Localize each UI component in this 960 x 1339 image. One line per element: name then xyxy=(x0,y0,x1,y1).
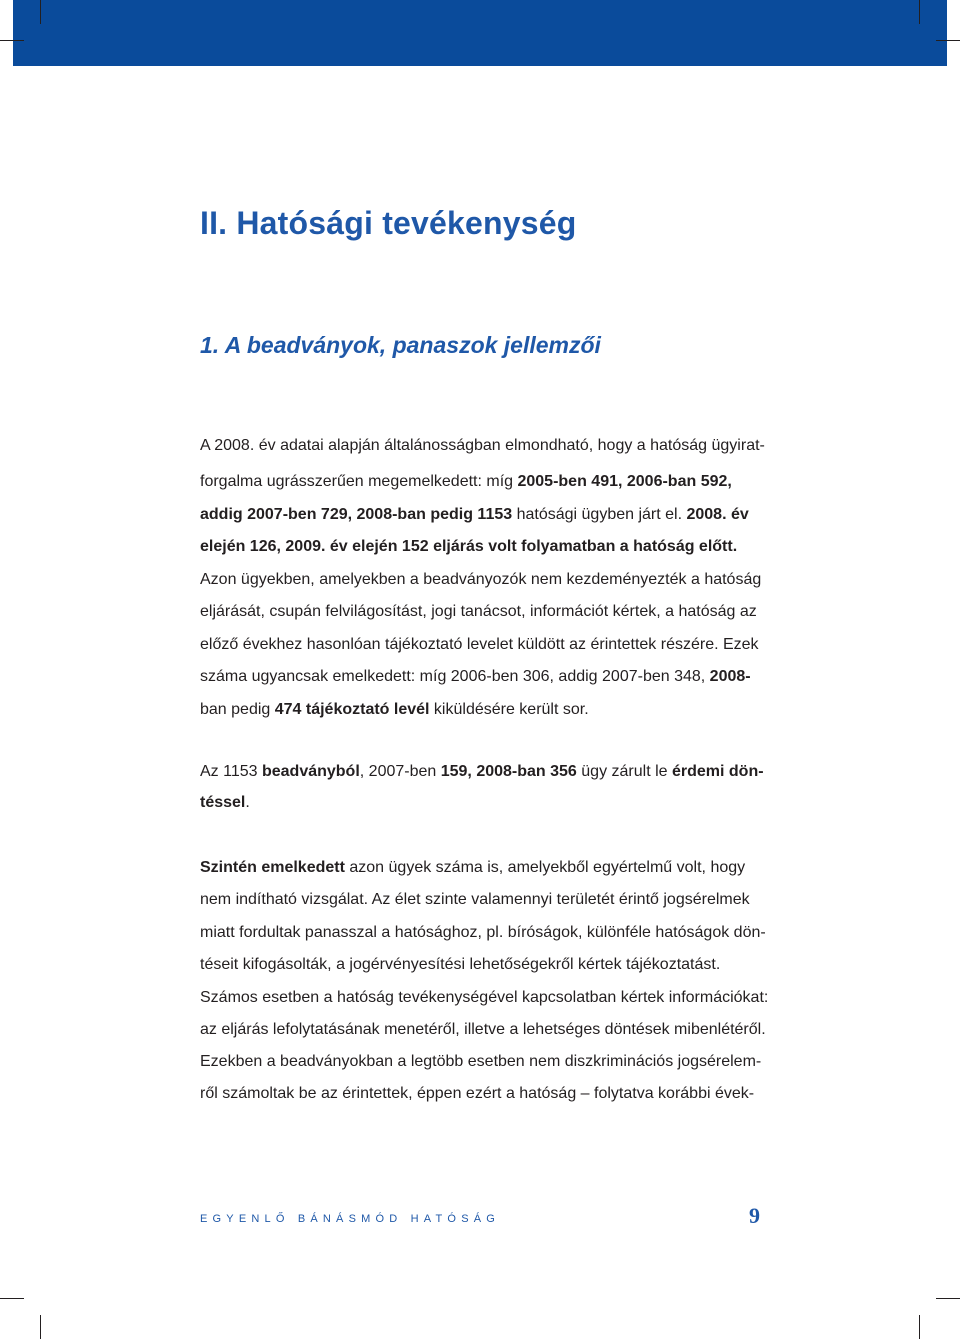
chapter-title: II. Hatósági tevékenység xyxy=(200,205,577,241)
text-line: forgalma ugrásszerűen megemelkedett: míg 2005-ben 491, 2006-ban 592, xyxy=(200,473,732,490)
crop-mark-bottom-left-v xyxy=(40,1315,41,1339)
header-band xyxy=(13,0,947,66)
footer-organization: EGYENLŐ BÁNÁSMÓD HATÓSÁG xyxy=(200,1213,501,1225)
text-line: addig 2007-ben 729, 2008-ban pedig 1153 hatósági ügyben járt el. 2008. év xyxy=(200,506,749,523)
text-line: Az 1153 beadványból, 2007-ben 159, 2008-ban 356 ügy zárult le érdemi dön- xyxy=(200,763,764,780)
text-line: eljárását, csupán felvilágosítást, jogi tanácsot, információt kértek, a hatóság az xyxy=(200,603,757,620)
text-line: száma ugyancsak emelkedett: míg 2006-ben 306, addig 2007-ben 348, 2008- xyxy=(200,668,751,685)
crop-mark-top-right-v xyxy=(919,0,920,24)
text-line: Számos esetben a hatóság tevékenységével kapcsolatban kértek információkat: xyxy=(200,989,769,1006)
crop-mark-bottom-right-v xyxy=(919,1315,920,1339)
text-line: Azon ügyekben, amelyekben a beadványozók nem kezdeményezték a hatóság xyxy=(200,571,762,588)
text-line: az eljárás lefolytatásának menetéről, illetve a lehetséges döntések mibenlétéről. xyxy=(200,1021,766,1038)
crop-mark-top-left-h xyxy=(0,40,24,41)
crop-mark-bottom-left-h xyxy=(0,1298,24,1299)
text-line: Ezekben a beadványokban a legtöbb esetben nem diszkriminációs jogsérelem- xyxy=(200,1053,762,1070)
text-line: miatt fordultak panasszal a hatósághoz, pl. bíróságok, különféle hatóságok dön- xyxy=(200,924,766,941)
crop-mark-top-right-h xyxy=(936,40,960,41)
text-line: nem indítható vizsgálat. Az élet szinte valamennyi területét érintő jogsérelmek xyxy=(200,891,750,908)
text-line: téseit kifogásolták, a jogérvényesítési lehetőségekről kértek tájékoztatást. xyxy=(200,956,721,973)
text-line: elején 126, 2009. év elején 152 eljárás volt folyamatban a hatóság előtt. xyxy=(200,538,738,555)
crop-mark-top-left-v xyxy=(40,0,41,24)
text-line: ről számoltak be az érintettek, éppen ezért a hatóság – folytatva korábbi évek- xyxy=(200,1085,755,1102)
page-number: 9 xyxy=(749,1203,760,1228)
text-line: ban pedig 474 tájékoztató levél kiküldésére került sor. xyxy=(200,701,589,718)
text-line: A 2008. év adatai alapján általánosságban elmondható, hogy a hatóság ügyirat- xyxy=(200,437,765,454)
text-line: előző évekhez hasonlóan tájékoztató levelet küldött az érintettek részére. Ezek xyxy=(200,636,759,653)
section-title: 1. A beadványok, panaszok jellemzői xyxy=(200,332,601,358)
crop-mark-bottom-right-h xyxy=(936,1298,960,1299)
text-line: Szintén emelkedett azon ügyek száma is, amelyekből egyértelmű volt, hogy xyxy=(200,859,746,876)
text-line: téssel. xyxy=(200,794,250,811)
